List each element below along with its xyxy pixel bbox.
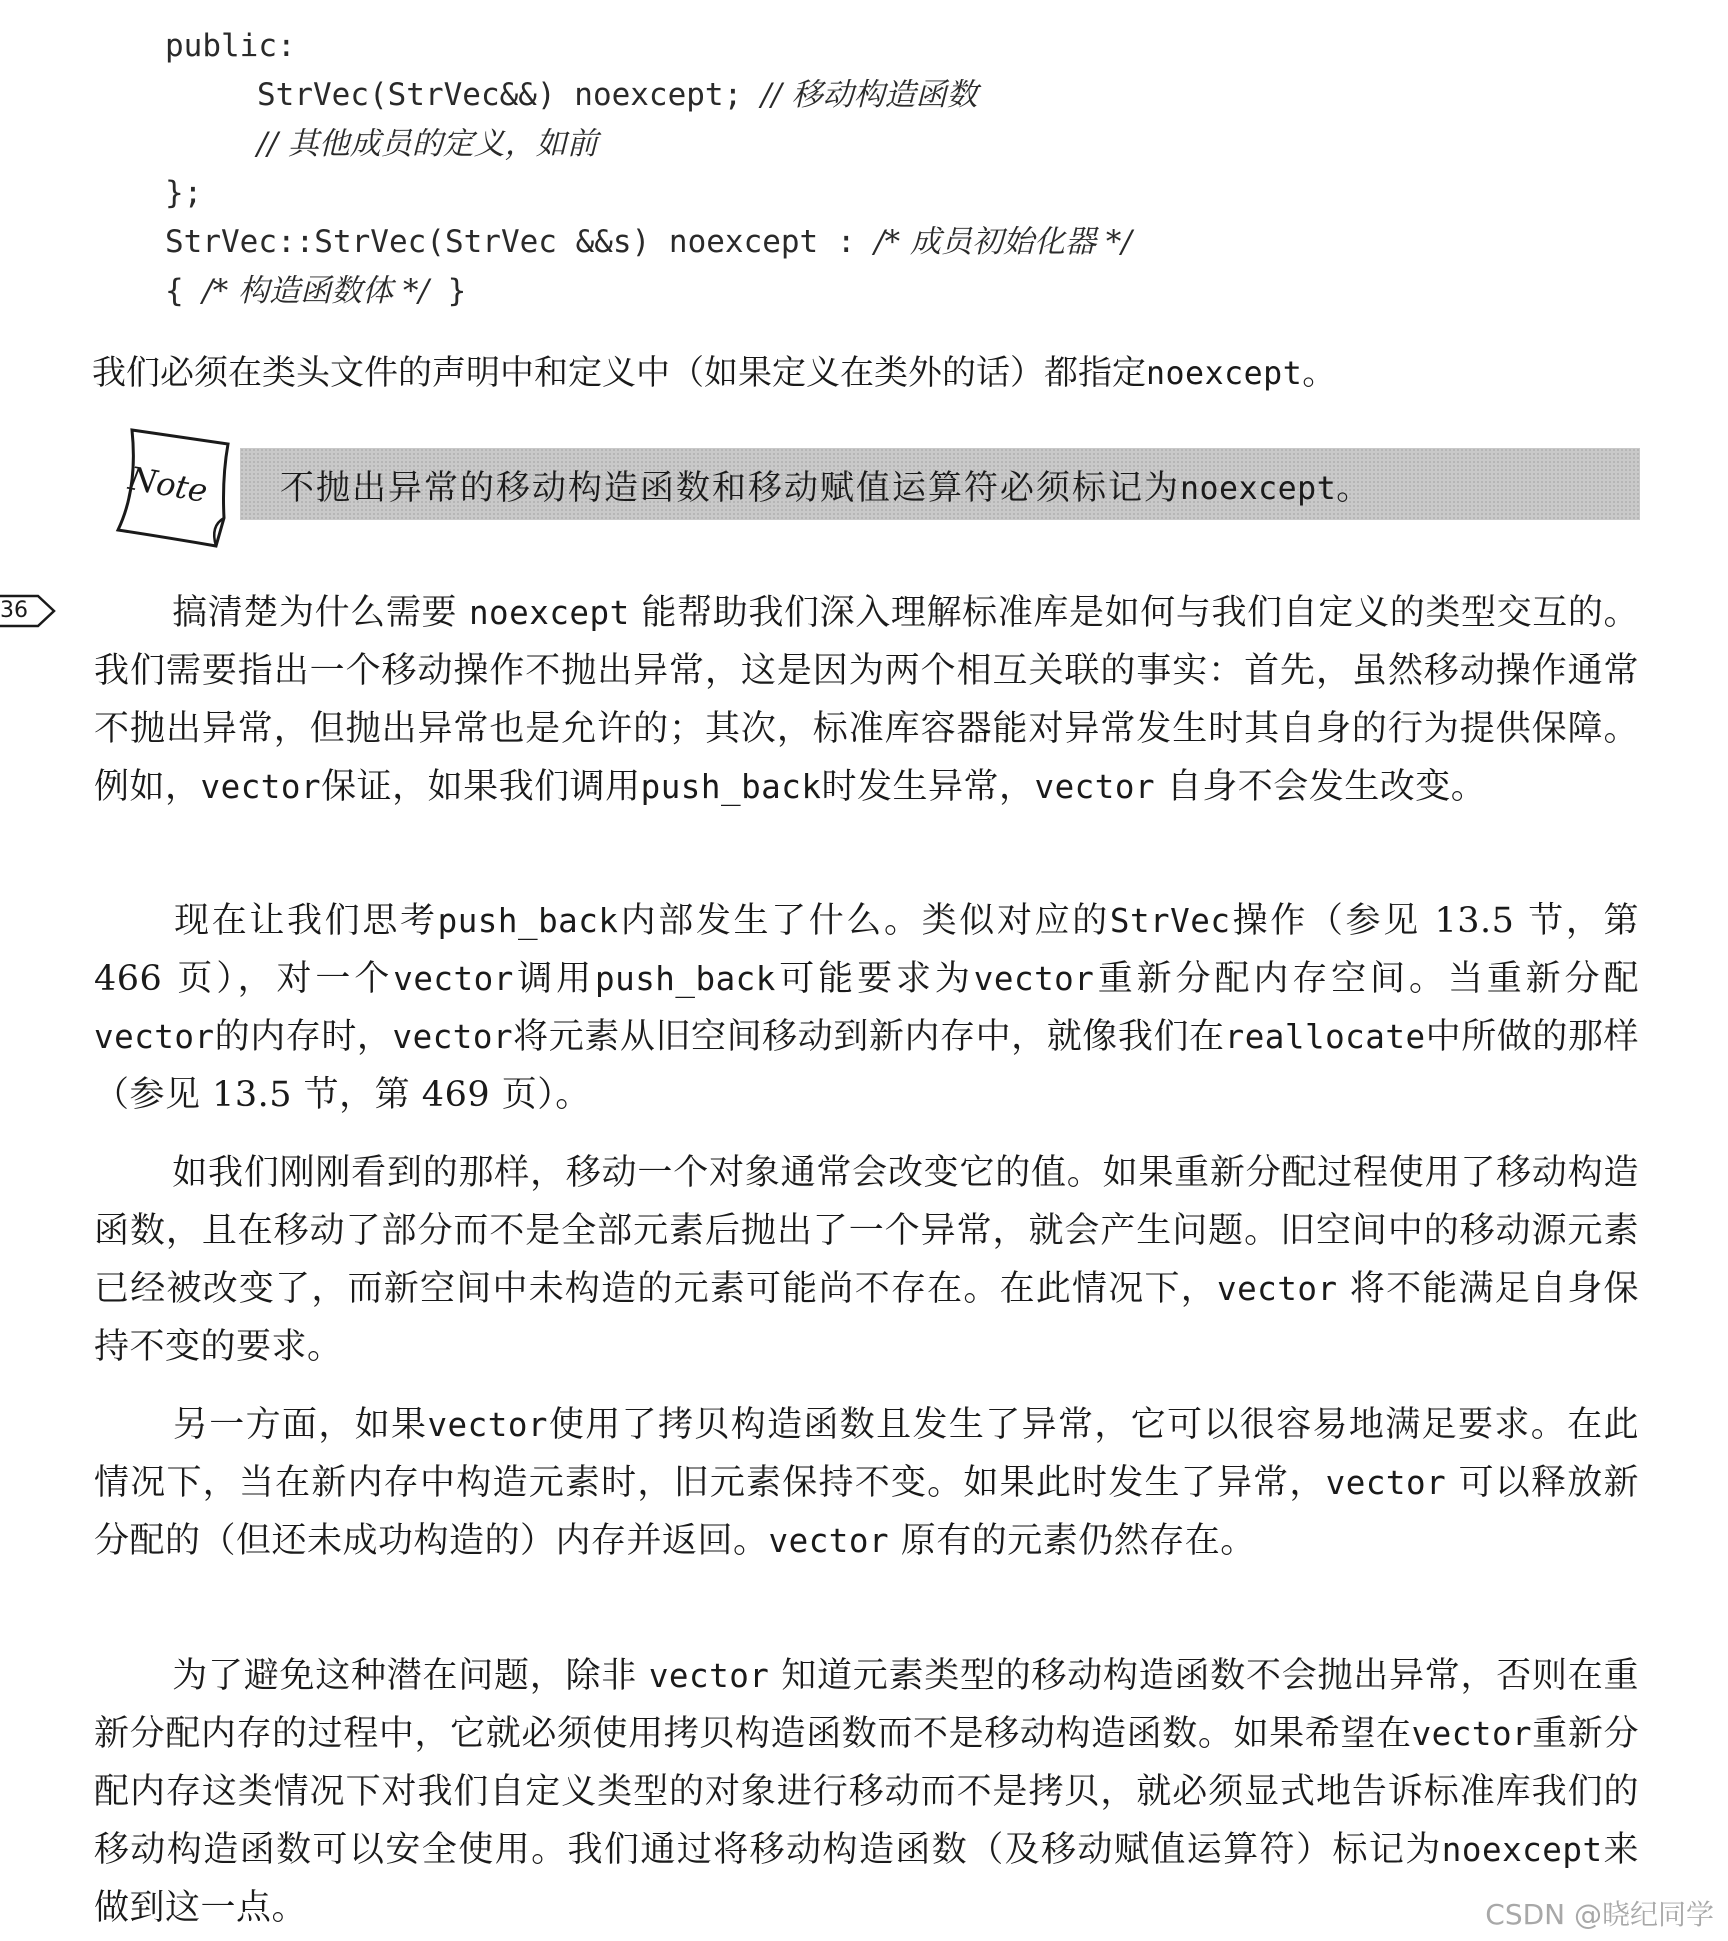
text-run: 自身不会发生改变。 [1166, 767, 1487, 807]
inline-code: vector [1216, 1270, 1338, 1308]
code-line-6 [165, 267, 1132, 316]
text-run: 调用 [513, 959, 596, 999]
paragraph-3 [94, 1144, 1639, 1376]
inline-code: noexcept [1180, 470, 1337, 507]
inline-code: vector [392, 1018, 514, 1056]
text-run: 时发生异常， [821, 767, 1035, 807]
text-run: 为了避免这种潜在问题，除非 [172, 1656, 637, 1696]
inline-code: StrVec [1109, 902, 1231, 940]
code-comment: // 其他成员的定义，如前 [257, 126, 598, 162]
note-icon-label: Note [125, 459, 211, 511]
text-run: 。 [1336, 467, 1373, 508]
inline-code: vector [1411, 1715, 1533, 1753]
text-run: 重新分配内存空间。当重新分配 [1094, 959, 1639, 999]
inline-code: vector [200, 768, 322, 806]
text-run: 现在让我们思考 [172, 901, 438, 941]
inline-code: noexcept [1441, 1831, 1603, 1869]
text-run: 将元素从旧空间移动到新内存中，就像我们在 [513, 1017, 1225, 1057]
note-icon [110, 418, 245, 558]
text-run: 能帮助我们深入理解标准库是如何与我们自定义的类型交互的。我们需要指出一个移动操作不抛出异常，这是因为两个相互关联的事实：首先，虽然移动操作通常不抛出异常，但抛出异常也是允许的；其次，标准库容器能对异常发生时其自身的行为提供保障。例如， [94, 593, 1639, 807]
code-text: StrVec(StrVec&&) noexcept; [257, 77, 743, 113]
code-line-5 [165, 218, 1132, 267]
text-run: 知道元素类型的移动构造函数不会抛出异常，否则在重新分配内存的过程中，它就必须使用拷贝构造函数而不是移动构造函数。如果希望在 [94, 1656, 1639, 1754]
text-run: 重新分配内存这类情况下对我们自定义类型的对象进行移动而不是拷贝，就必须显式地告诉标准库我们的移动构造函数可以安全使用。我们通过将移动构造函数（及移动赋值运算符）标记为 [94, 1714, 1639, 1870]
inline-code: vector [973, 960, 1095, 998]
paragraph-4 [94, 1396, 1639, 1570]
text-run: 如我们刚刚看到的那样，移动一个对象通常会改变它的值。如果重新分配过程使用了移动构造函数，且在移动了部分而不是全部元素后抛出了一个异常，就会产生问题。旧空间中的移动源元素已经被改变了，而新空间中未构造的元素可能尚不存在。在此情况下， [94, 1153, 1639, 1309]
text-run: 内部发生了什么。类似对应的 [618, 901, 1110, 941]
inline-code: vector [94, 1018, 215, 1056]
inline-code: reallocate [1224, 1018, 1426, 1056]
code-comment: // 移动构造函数 [760, 77, 978, 113]
inline-code: push_back [640, 768, 822, 806]
text-run: 将不能满足自身保持不变的要求。 [94, 1269, 1639, 1367]
code-line-3 [165, 120, 1132, 169]
code-text: { [165, 273, 184, 309]
inline-code: push_back [437, 902, 619, 940]
inline-code: vector [1325, 1464, 1447, 1502]
page-marker-number: 36 [0, 598, 28, 623]
intro-paragraph [92, 345, 1652, 402]
text-run: 使用了拷贝构造函数且发生了异常，它可以很容易地满足要求。在此情况下，当在新内存中构造元素时，旧元素保持不变。如果此时发生了异常， [94, 1405, 1639, 1503]
inline-code: noexcept [468, 594, 630, 632]
text-run: 我们必须在类头文件的声明中和定义中（如果定义在类外的话）都指定 [92, 353, 1146, 393]
code-line-2 [165, 71, 1132, 120]
paragraph-5 [94, 1647, 1639, 1937]
code-text: StrVec::StrVec(StrVec &&s) noexcept : [165, 224, 856, 260]
code-block [165, 22, 1132, 316]
text-run: 原有的元素仍然存在。 [900, 1521, 1256, 1561]
paragraph-1 [94, 584, 1639, 816]
watermark: CSDN @晓纪同学 [1485, 1898, 1714, 1931]
text-run: 保证，如果我们调用 [321, 767, 641, 807]
code-comment: /* 构造函数体 */ [202, 273, 429, 309]
code-text: public: [165, 28, 296, 64]
code-comment: /* 成员初始化器 */ [874, 224, 1132, 260]
text-run: 的内存时， [214, 1017, 393, 1057]
code-line-4 [165, 169, 1132, 218]
inline-code: noexcept [1146, 356, 1303, 392]
inline-code: vector [648, 1657, 770, 1695]
code-text: }; [165, 175, 203, 211]
text-run: 不抛出异常的移动构造函数和移动赋值运算符必须标记为 [280, 467, 1180, 508]
note-text [240, 460, 1372, 509]
text-run: 来做到这一点。 [94, 1830, 1639, 1928]
inline-code: push_back [595, 960, 776, 998]
text-run: 操作（参见 13.5 节，第 466 页），对一个 [94, 901, 1639, 999]
paragraph-2 [94, 892, 1639, 1124]
text-run: 搞清楚为什么需要 [172, 593, 458, 633]
note-banner [240, 448, 1640, 520]
text-run: 另一方面，如果 [172, 1405, 428, 1445]
inline-code: vector [768, 1522, 890, 1560]
text-run: 可以释放新分配的（但还未成功构造的）内存并返回。 [94, 1463, 1639, 1561]
text-run: 可能要求为 [775, 959, 974, 999]
inline-code: vector [427, 1406, 549, 1444]
code-text: } [447, 273, 467, 309]
text-run: 。 [1302, 353, 1337, 393]
text-run: 中所做的那样（参见 13.5 节，第 469 页）。 [94, 1017, 1639, 1115]
inline-code: vector [393, 960, 514, 998]
code-line-1 [165, 22, 1132, 71]
note-box [110, 418, 1640, 558]
inline-code: vector [1034, 768, 1156, 806]
